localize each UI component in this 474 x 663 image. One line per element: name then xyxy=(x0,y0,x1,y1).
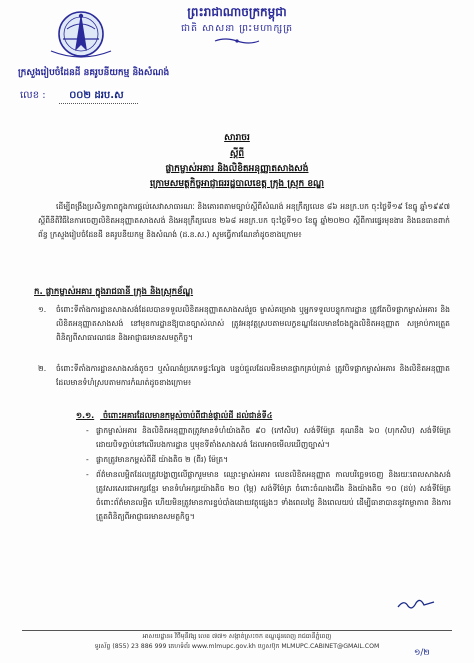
page-number: ១/២ xyxy=(414,648,430,658)
reference-number xyxy=(20,88,138,104)
intro-paragraph: ដើម្បីពង្រឹងប្រសិទ្ធភាពក្នុងការផ្តល់សេវាសាធារណៈ និងគោរពតាមច្បាប់ស្តីពីសំណង់ អនុក្រឹត្យលេខ ៨៦ អនក្រ.បក ចុះថ្ងៃទី១៩ ខែធ្នូ ឆ្នាំ១៩៩៧ ស្តីពីនីតិវិធីនៃការចេញលិខិតអនុញ្ញាតសាងសង់ និងអនុក្រឹត្យលេខ ២៦៨ អនក្រ.បក ចុះថ្ងៃទី១០ ខែធ្នូ ឆ្នាំ២០២០ ស្តីពីការផ្ទេរមុខងារ និងធនធានពាក់ព័ន្ធ ក្រសួងរៀបចំដែនដី នគរូបនីយកម្ម និងសំណង់ (ដ.ន.ស.) សូមធ្វើការណែនាំដូចខាងក្រោម៖ xyxy=(38,202,450,239)
section-a-item-2 xyxy=(38,362,450,390)
document-type-title: សារាចរ xyxy=(224,133,250,143)
requirement-list xyxy=(96,424,451,525)
kingdom-title: ព្រះរាជាណាចក្រកម្ពុជា xyxy=(187,5,287,19)
list-item: - ផ្លាកម្ចាស់អគារ និងលិខិតអនុញ្ញាតត្រូវមានទំហំយ៉ាងតិច ៩០ (កៅសិប) សង់ទីម៉ែត្រ គុណនឹង ៦០ (ហុកសិប) សង់ទីម៉ែត្រ ដោយបិទភ្ជាប់នៅលើរបងការដ្ឋាន ឬមុខទីតាំងសាងសង់ ដែលអាចមើលឃើញច្បាស់។ xyxy=(96,424,451,452)
subject-line: ផ្លាកម្ចាស់អគារ និងលិខិតអនុញ្ញាតសាងសង់ xyxy=(165,164,309,174)
section-a-item-1 xyxy=(38,303,450,345)
subsection-title: ចំពោះអគារដែលមានកម្ពស់ចាប់ពីជាន់ផ្ទាល់ដី ដល់ជាន់ទី៤ xyxy=(102,411,273,420)
reference-label: លេខ : xyxy=(20,90,46,101)
initials-signature-icon xyxy=(396,597,436,611)
item-text: ចំពោះទីតាំងការដ្ឋានសាងសង់ដែលបានទទួលលិខិតអនុញ្ញាតសាងសង់រួច ម្ចាស់គម្រោង ឬអ្នកទទួលបន្ទុកការដ្ឋាន ត្រូវតែបិទផ្លាកម្ចាស់អគារ និងលិខិតអនុញ្ញាតសាងសង់ នៅមុខការដ្ឋានឱ្យបានច្បាស់លាស់ ត្រូវអនុវត្តស្របតាមលក្ខខណ្ឌដែលមានចែងក្នុងលិខិតអនុញ្ញាត សម្រាប់ការត្រួតពិនិត្យពីសាធារណជន និងអាជ្ញាធរមានសមត្ថកិច្ច។ xyxy=(56,305,450,342)
about-label: ស្តីពី xyxy=(229,149,245,159)
item-number: ២. xyxy=(38,364,47,373)
subsection-number: ១.១. xyxy=(76,411,95,420)
footer-divider xyxy=(22,630,452,631)
subject-subline: ក្រោមសមត្ថកិច្ចអាជ្ញាធររដ្ឋបាលខេត្ត ក្រុង ស្រុក ខណ្ឌ xyxy=(149,179,325,189)
footer-contact: ទូរស័ព្ទ (855) 23 886 999 គេហទំព័រ www.mlmupc.gov.kh ហ្វេសប៊ុក MLMUPC.CABINET@GMAIL.COM xyxy=(94,643,380,650)
reference-value: ០០២ ដរប.ស xyxy=(59,88,137,104)
national-motto: ជាតិ សាសនា ព្រះមហាក្សត្រ xyxy=(180,23,294,34)
list-item: - ផ្លាកត្រូវមានកម្ពស់ពីដី យ៉ាងតិច ២ (ពីរ) ម៉ែត្រ។ xyxy=(96,453,451,467)
section-a-heading: ក. ផ្លាកម្ចាស់អគារ ក្នុងរាជធានី ក្រុង និងស្រុកខ័ណ្ឌ xyxy=(34,287,194,297)
ministry-name: ក្រសួងរៀបចំដែនដី នគរូបនីយកម្ម និងសំណង់ xyxy=(18,68,170,78)
list-item: - ព័ត៌មានលម្អិតដែលត្រូវបង្ហាញលើផ្លាករួមមាន ឈ្មោះម្ចាស់អគារ លេខលិខិតអនុញ្ញាត កាលបរិច្ឆេទចេញ និងរយៈពេលសាងសង់ ត្រូវសរសេរជាអក្សរខ្មែរ មានទំហំអក្សរយ៉ាងតិច ២០ (ម្ភៃ) សង់ទីម៉ែត្រ ចំពោះចំណងជើង និងយ៉ាងតិច ១០ (ដប់) សង់ទីម៉ែត្រ ចំពោះព័ត៌មានលម្អិត ហើយមិនត្រូវមានការខ្ទប់បាំងដោយវត្ថុផ្សេងៗ ទាំងពេលថ្ងៃ និងពេលយប់ ដើម្បីធានាបាននូវតម្លាភាព និងការត្រួតពិនិត្យពីអាជ្ញាធរមានសមត្ថកិច្ច។ xyxy=(96,468,451,524)
footer-address: អាសយដ្ឋាន៖ វិថីមុនីវង្ស លេខ ៧៧១ សង្កាត់ស្រះចក ខណ្ឌដូនពេញ រាជធានីភ្នំពេញ xyxy=(142,633,332,640)
ornament-divider-icon xyxy=(213,37,261,45)
item-text: ចំពោះទីតាំងការដ្ឋានសាងសង់តូចៗ ឬសំណង់ប្រភេទផ្ទះល្វែង បន្ទប់ជួលដែលមិនមានផ្លាកគ្រប់គ្រាន់ ត្រូវបិទផ្លាកម្ចាស់អគារ និងលិខិតអនុញ្ញាតដែលមានទំហំស្របតាមការកំណត់ដូចខាងក្រោម៖ xyxy=(56,364,450,387)
item-number: ១. xyxy=(38,305,47,314)
subsection-heading xyxy=(76,410,272,422)
